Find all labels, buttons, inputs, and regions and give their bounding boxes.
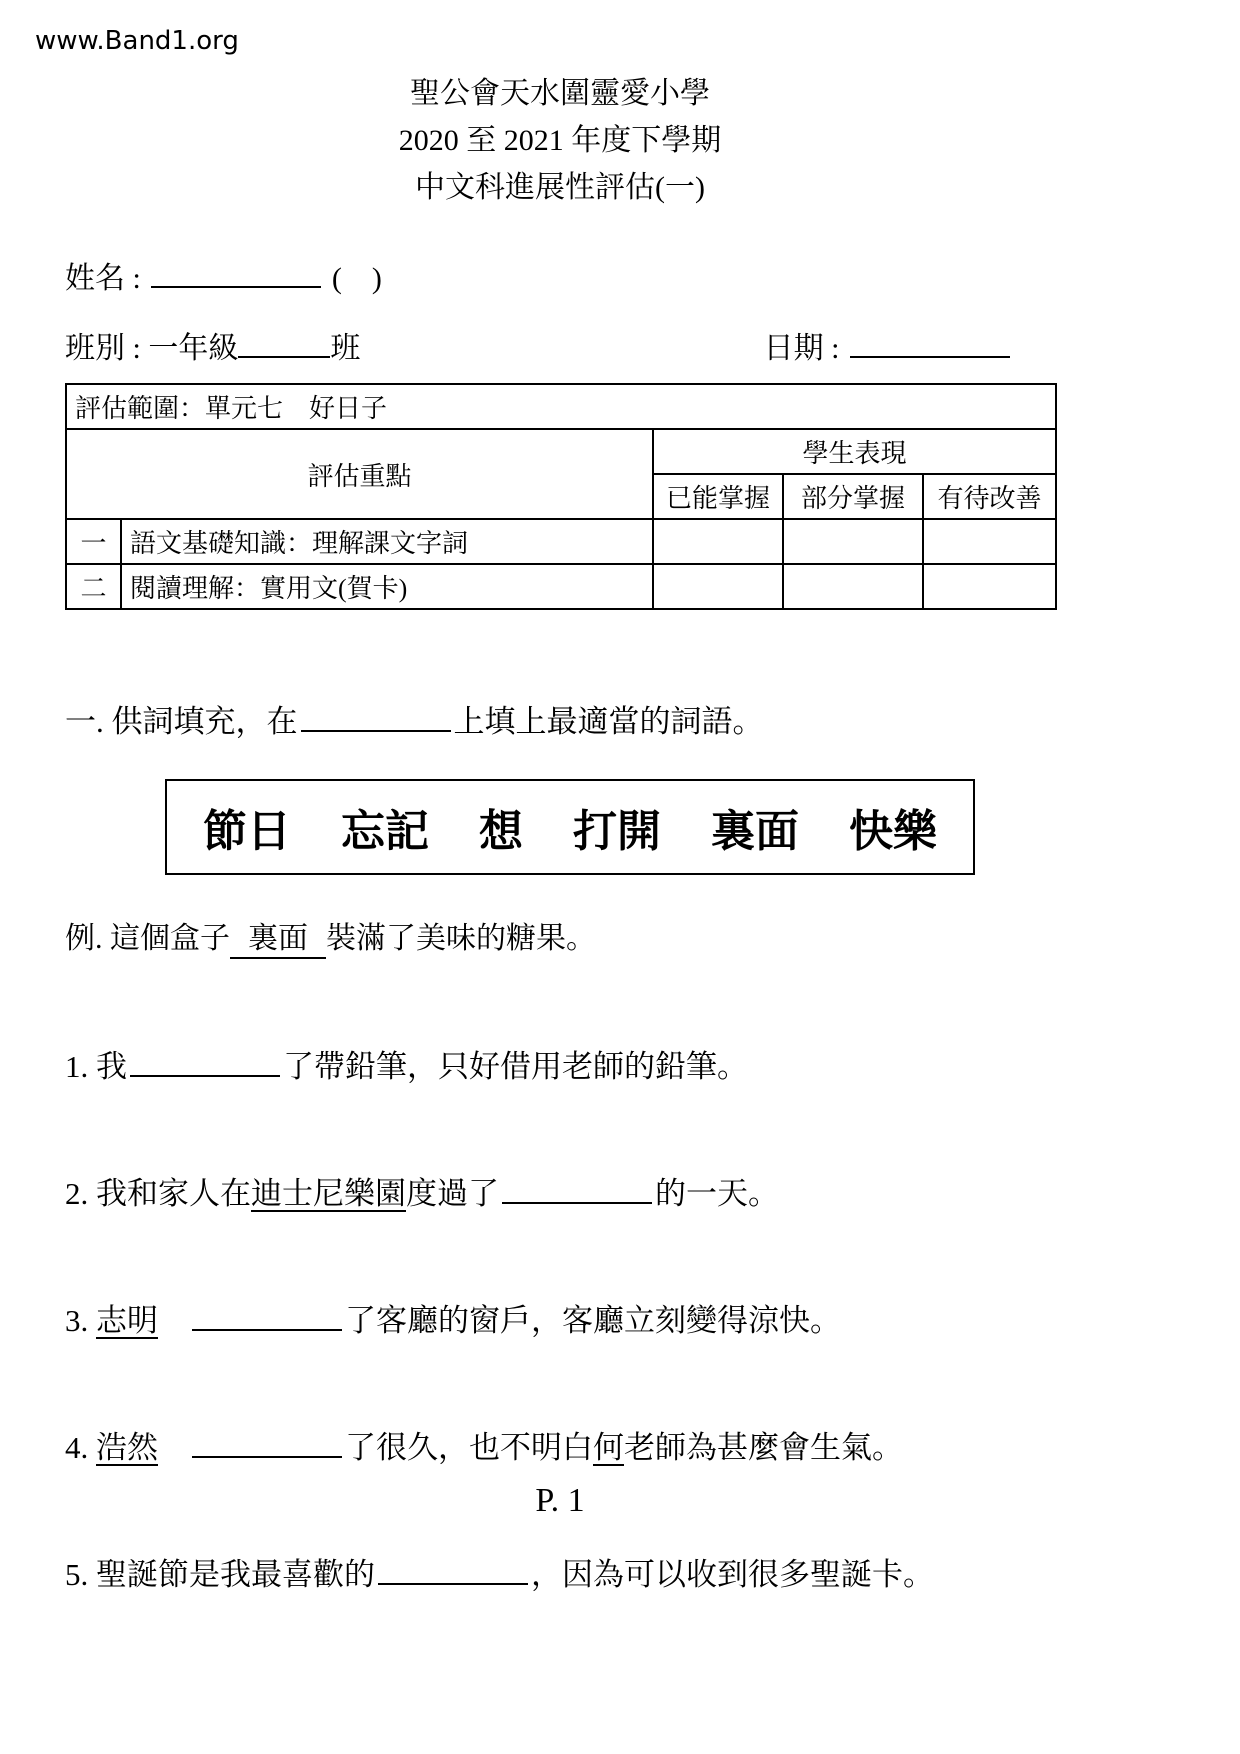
performance-header: 學生表現 bbox=[653, 429, 1056, 474]
class-blank bbox=[238, 328, 330, 358]
fill-blank bbox=[130, 1046, 280, 1077]
class-suffix: 班 bbox=[330, 332, 361, 365]
title-block bbox=[65, 0, 1055, 211]
doc-title: 中文科進展性評估(一) bbox=[415, 171, 705, 204]
text-segment: 一. 供詞填充，在 bbox=[65, 704, 298, 739]
underlined-word: 何 bbox=[593, 1430, 624, 1465]
question-5 bbox=[65, 1549, 1055, 1594]
word-bank-item: 裏面 bbox=[711, 807, 799, 856]
row-number: 二 bbox=[66, 564, 121, 609]
date-label: 日期 : bbox=[763, 332, 840, 365]
date-group bbox=[764, 323, 1013, 367]
example-line bbox=[65, 913, 1055, 959]
word-bank-item: 想 bbox=[479, 807, 523, 856]
sub-header-mastered: 已能掌握 bbox=[653, 474, 783, 519]
text-segment: 老師為甚麼會生氣。 bbox=[624, 1430, 903, 1465]
class-date-row bbox=[65, 323, 1055, 367]
text-segment: 度過了 bbox=[406, 1176, 499, 1211]
word-bank-item: 打開 bbox=[573, 807, 661, 856]
example-answer: 裏面 bbox=[230, 913, 326, 959]
text-segment: 了帶鉛筆，只好借用老師的鉛筆。 bbox=[283, 1049, 748, 1084]
school-name: 聖公會天水圍靈愛小學 bbox=[410, 77, 710, 110]
fill-blank bbox=[192, 1300, 342, 1331]
fill-blank bbox=[502, 1173, 652, 1204]
date-blank bbox=[850, 328, 1010, 358]
sub-header-improve: 有待改善 bbox=[923, 474, 1056, 519]
question-4 bbox=[65, 1422, 1055, 1467]
performance-cell bbox=[783, 519, 923, 564]
text-segment: 上填上最適當的詞語。 bbox=[453, 704, 764, 739]
fill-blank bbox=[192, 1427, 342, 1458]
term-line: 2020 至 2021 年度下學期 bbox=[398, 124, 722, 157]
assessment-scope: 評估範圍：單元七 好日子 bbox=[66, 384, 1056, 429]
performance-cell bbox=[653, 564, 783, 609]
page-number: P. 1 bbox=[535, 1482, 585, 1519]
question-2 bbox=[65, 1168, 1055, 1213]
question-3 bbox=[65, 1295, 1055, 1340]
name-row bbox=[65, 253, 1055, 297]
word-bank-item: 忘記 bbox=[341, 807, 429, 856]
name-label: 姓名 : bbox=[65, 262, 141, 295]
performance-cell bbox=[653, 519, 783, 564]
performance-cell bbox=[923, 564, 1056, 609]
word-bank-box bbox=[165, 779, 975, 875]
text-segment: 了客廳的窗戶，客廳立刻變得涼快。 bbox=[345, 1303, 841, 1338]
underlined-word: 迪士尼樂園 bbox=[251, 1176, 406, 1211]
assessment-table bbox=[65, 383, 1057, 610]
content-column bbox=[65, 0, 1055, 1594]
text-segment: 了很久，也不明白 bbox=[345, 1430, 593, 1465]
fill-blank bbox=[301, 701, 451, 732]
fill-blank bbox=[378, 1554, 528, 1585]
text-segment: 例. 這個盒子 bbox=[65, 922, 230, 955]
text-segment: 5. 聖誕節是我最喜歡的 bbox=[65, 1557, 375, 1592]
instruction-line bbox=[65, 696, 1055, 741]
text-segment bbox=[158, 1430, 189, 1465]
word-bank-item: 節日 bbox=[203, 807, 291, 856]
underlined-word: 志明 bbox=[96, 1303, 158, 1338]
row-text: 語文基礎知識：理解課文字詞 bbox=[121, 519, 653, 564]
text-segment bbox=[158, 1303, 189, 1338]
table-row-header-1 bbox=[66, 429, 1056, 474]
text-segment: 1. 我 bbox=[65, 1049, 127, 1084]
text-segment: ，因為可以收到很多聖誕卡。 bbox=[531, 1557, 934, 1592]
row-number: 一 bbox=[66, 519, 121, 564]
class-label: 班別 : 一年級 bbox=[65, 332, 239, 365]
table-row-1 bbox=[66, 519, 1056, 564]
row-text: 閱讀理解：實用文(賀卡) bbox=[121, 564, 653, 609]
performance-cell bbox=[923, 519, 1056, 564]
watermark: www.Band1.org bbox=[35, 26, 239, 56]
class-group bbox=[65, 323, 360, 367]
sub-header-partial: 部分掌握 bbox=[783, 474, 923, 519]
text-segment: 3. bbox=[65, 1303, 96, 1338]
text-segment: 2. 我和家人在 bbox=[65, 1176, 251, 1211]
name-paren: ( ) bbox=[331, 262, 382, 295]
word-bank-item: 快樂 bbox=[849, 807, 937, 856]
text-segment: 的一天。 bbox=[655, 1176, 779, 1211]
underlined-word: 浩然 bbox=[96, 1430, 158, 1465]
focus-header: 評估重點 bbox=[66, 429, 653, 519]
table-row-scope bbox=[66, 384, 1056, 429]
table-row-2 bbox=[66, 564, 1056, 609]
performance-cell bbox=[783, 564, 923, 609]
question-1 bbox=[65, 1041, 1055, 1086]
text-segment: 4. bbox=[65, 1430, 96, 1465]
text-segment: 裝滿了美味的糖果。 bbox=[326, 922, 596, 955]
name-blank bbox=[151, 258, 321, 288]
